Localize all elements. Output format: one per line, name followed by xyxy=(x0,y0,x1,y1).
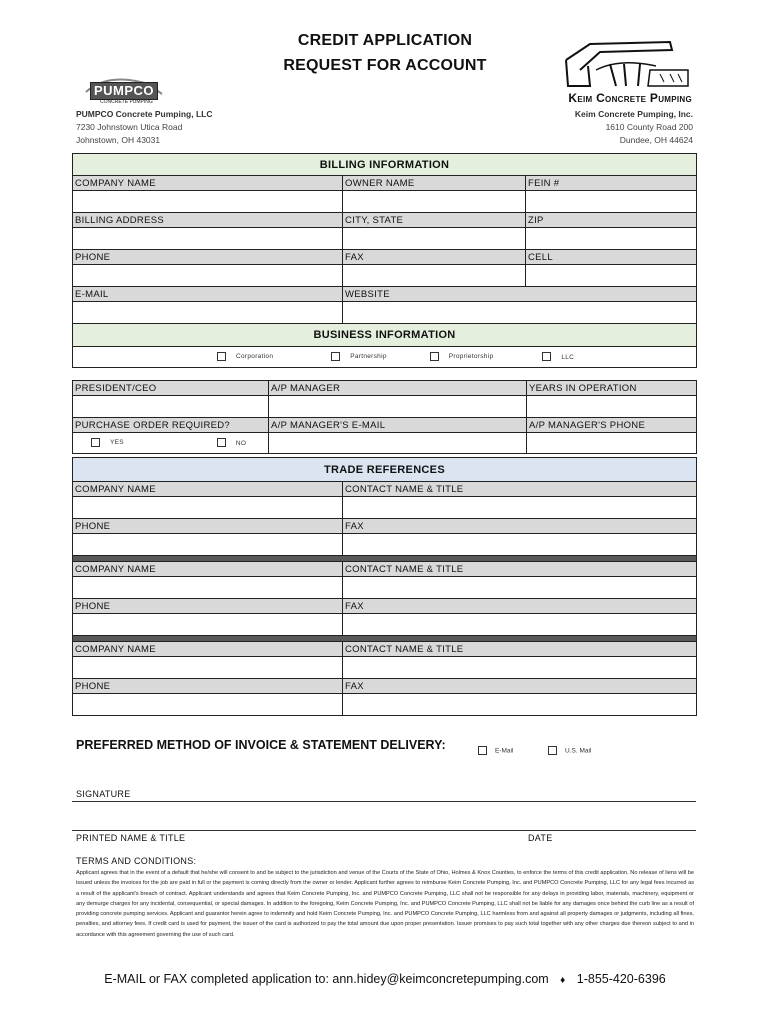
zip-label: ZIP xyxy=(526,213,697,228)
delivery-label: PREFERRED METHOD OF INVOICE & STATEMENT DELIVERY: xyxy=(76,738,446,752)
owner-name-field[interactable] xyxy=(343,191,526,213)
business-table xyxy=(72,380,697,454)
trade1-phone-label: PHONE xyxy=(73,519,343,534)
trade1-fax-field[interactable] xyxy=(343,534,697,556)
footer-prefix: E-MAIL or FAX completed application to: xyxy=(104,972,329,986)
cell-label: CELL xyxy=(526,250,697,265)
trade3-fax-label: FAX xyxy=(343,679,697,694)
keim-address2: Dundee, OH 44624 xyxy=(619,135,693,145)
title-line-2: REQUEST FOR ACCOUNT xyxy=(283,57,487,74)
yes-checkbox[interactable] xyxy=(91,438,100,447)
delivery-mail-option xyxy=(548,742,591,760)
trade2-fax-field[interactable] xyxy=(343,614,697,636)
owner-name-label: OWNER NAME xyxy=(343,176,526,191)
date-label: DATE xyxy=(528,833,553,843)
years-field[interactable] xyxy=(527,396,697,418)
signature-label: SIGNATURE xyxy=(76,789,131,799)
trade2-contact-field[interactable] xyxy=(343,577,697,599)
trade3-contact-label: CONTACT NAME & TITLE xyxy=(343,642,697,657)
trade1-company-label: COMPANY NAME xyxy=(73,482,343,497)
business-heading: BUSINESS INFORMATION xyxy=(73,324,697,347)
president-field[interactable] xyxy=(73,396,269,418)
po-options xyxy=(73,433,269,454)
ap-phone-field[interactable] xyxy=(527,433,697,454)
pumpco-address2: Johnstown, OH 43031 xyxy=(76,135,161,145)
footer-email[interactable]: ann.hidey@keimconcretepumping.com xyxy=(332,972,549,986)
city-state-label: CITY, STATE xyxy=(343,213,526,228)
corporation-checkbox[interactable] xyxy=(217,352,226,361)
trade1-company-field[interactable] xyxy=(73,497,343,519)
footer-phone[interactable]: 1-855-420-6396 xyxy=(576,972,666,986)
years-label: YEARS IN OPERATION xyxy=(527,381,697,396)
pumpco-address1: 7230 Johnstown Utica Road xyxy=(76,122,183,132)
yes-label: YES xyxy=(110,439,124,447)
company-name-label: COMPANY NAME xyxy=(73,176,343,191)
trade-table xyxy=(72,457,697,716)
email-field[interactable] xyxy=(73,302,343,324)
printed-name-line[interactable] xyxy=(72,830,696,831)
trade2-phone-field[interactable] xyxy=(73,614,343,636)
trade2-contact-label: CONTACT NAME & TITLE xyxy=(343,562,697,577)
trade3-phone-label: PHONE xyxy=(73,679,343,694)
trade3-fax-field[interactable] xyxy=(343,694,697,716)
trade1-contact-label: CONTACT NAME & TITLE xyxy=(343,482,697,497)
delivery-mail-checkbox[interactable] xyxy=(548,746,557,755)
terms-heading: TERMS AND CONDITIONS: xyxy=(76,856,197,866)
footer xyxy=(0,972,770,986)
ap-manager-label: A/P MANAGER xyxy=(269,381,527,396)
billing-address-label: BILLING ADDRESS xyxy=(73,213,343,228)
keim-address1: 1610 County Road 200 xyxy=(605,122,693,132)
zip-field[interactable] xyxy=(526,228,697,250)
delivery-email-option xyxy=(478,742,513,760)
fein-field[interactable] xyxy=(526,191,697,213)
footer-separator: ♦ xyxy=(560,975,566,986)
website-label: WEBSITE xyxy=(343,287,697,302)
billing-heading: BILLING INFORMATION xyxy=(73,154,697,176)
po-required-label: PURCHASE ORDER REQUIRED? xyxy=(73,418,269,433)
printed-name-label: PRINTED NAME & TITLE xyxy=(76,833,186,843)
company-name-field[interactable] xyxy=(73,191,343,213)
pumpco-logo-text: PUMPCO xyxy=(90,82,158,100)
terms-body: Applicant agrees that in the event of a default that he/she will consent to and be subject to the jurisdiction and venue of the Courts of the State of Ohio, Holmes & Knox Counties, to enforce the terms of this credit application. No release of liens will be issued unless the invoices for the job are paid in full or the payment is coming directly from the owner or lender. Applicant further agrees to reimburse Keim Concrete Pumping, Inc. and PUMPCO Concrete Pumping, LLC for any legal fees incurred as a result of the applicant's breach of contract. Applicant understands and agrees that Keim Concrete Pumping, Inc. and PUMPCO Concrete Pumping, LLC shall not be responsible for any delays in providing labor, materials, machinery, equipment or any demurge charges for any incidental, consequential, or special damages. In addition to the foregoing, Keim Concrete Pumping, Inc. and PUMPCO Concrete Pumping, LLC shall not be liable for any damages once behind the curb line as a result of providing concrete pumping services. Applicant and guarantor herein agree to indemnify and hold Keim Concrete Pumping, Inc. and PUMPCO Concrete Pumping, LLC harmless from and against all property damages or judgments, including all fines, penalties, and attorney fees. If credit card is used for payment, the issuer of the card is authorized to pay the total amount due upon proper presentation. Issuer promises to pay such total together with any other charges due thereon subject to and in accordance with this agreement governing the use of such card. xyxy=(76,870,694,938)
delivery-email-label: E-Mail xyxy=(495,747,514,755)
partnership-label: Partnership xyxy=(350,353,387,361)
trade3-company-label: COMPANY NAME xyxy=(73,642,343,657)
partnership-checkbox[interactable] xyxy=(331,352,340,361)
proprietorship-label: Proprietorship xyxy=(448,353,494,361)
phone-field[interactable] xyxy=(73,265,343,287)
trade1-fax-label: FAX xyxy=(343,519,697,534)
trade2-company-field[interactable] xyxy=(73,577,343,599)
trade1-contact-field[interactable] xyxy=(343,497,697,519)
pumpco-name: PUMPCO Concrete Pumping, LLC xyxy=(76,109,213,119)
trade3-phone-field[interactable] xyxy=(73,694,343,716)
cell-field[interactable] xyxy=(526,265,697,287)
proprietorship-checkbox[interactable] xyxy=(430,352,439,361)
keim-truck-logo xyxy=(560,40,690,92)
president-label: PRESIDENT/CEO xyxy=(73,381,269,396)
trade2-phone-label: PHONE xyxy=(73,599,343,614)
trade3-contact-field[interactable] xyxy=(343,657,697,679)
ap-email-label: A/P MANAGER'S E-MAIL xyxy=(269,418,527,433)
ap-phone-label: A/P MANAGER'S PHONE xyxy=(527,418,697,433)
pumpco-logo-subtext: CONCRETE PUMPING xyxy=(100,99,153,105)
llc-label: LLC xyxy=(561,353,575,361)
delivery-email-checkbox[interactable] xyxy=(478,746,487,755)
website-field[interactable] xyxy=(343,302,697,324)
title-line-1: CREDIT APPLICATION xyxy=(297,32,473,49)
business-type-row xyxy=(73,347,697,368)
trade3-company-field[interactable] xyxy=(73,657,343,679)
no-checkbox[interactable] xyxy=(217,438,226,447)
trade2-fax-label: FAX xyxy=(343,599,697,614)
fax-label: FAX xyxy=(343,250,526,265)
pumpco-logo xyxy=(78,78,168,108)
trade2-company-label: COMPANY NAME xyxy=(73,562,343,577)
fax-field[interactable] xyxy=(343,265,526,287)
delivery-mail-label: U.S. Mail xyxy=(565,747,592,755)
ap-manager-field[interactable] xyxy=(269,396,527,418)
fein-label: FEIN # xyxy=(526,176,697,191)
trade-heading: TRADE REFERENCES xyxy=(73,458,697,482)
ap-email-field[interactable] xyxy=(269,433,527,454)
email-label: E-MAIL xyxy=(73,287,343,302)
llc-checkbox[interactable] xyxy=(542,352,551,361)
signature-line[interactable] xyxy=(72,801,696,802)
no-label: NO xyxy=(235,439,247,447)
trade1-phone-field[interactable] xyxy=(73,534,343,556)
billing-table xyxy=(72,153,697,368)
city-state-field[interactable] xyxy=(343,228,526,250)
phone-label: PHONE xyxy=(73,250,343,265)
keim-logo-name: Keim Concrete Pumping xyxy=(568,91,692,105)
billing-address-field[interactable] xyxy=(73,228,343,250)
keim-name: Keim Concrete Pumping, Inc. xyxy=(574,109,693,119)
corporation-label: Corporation xyxy=(236,353,274,361)
